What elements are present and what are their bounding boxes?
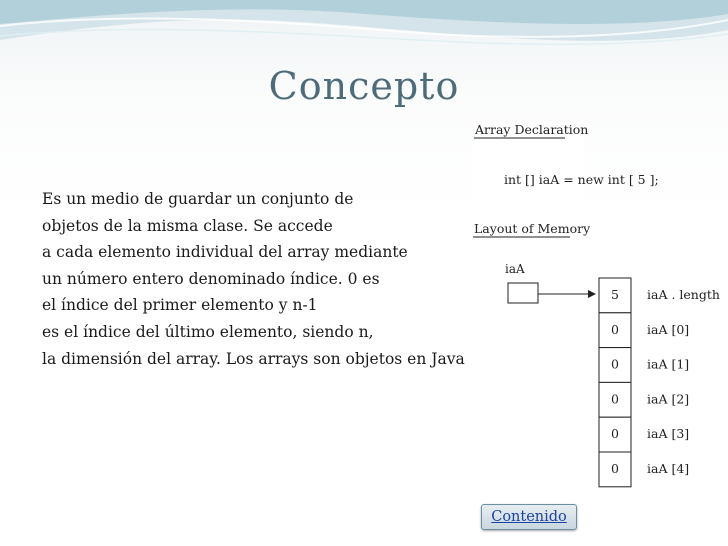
body-line: Es un medio de guardar un conjunto de	[42, 190, 354, 208]
array-cell-value: 0	[611, 461, 619, 476]
array-cell-value: 0	[611, 356, 619, 372]
array-memory-diagram	[472, 118, 722, 528]
array-cell-value: 0	[611, 391, 619, 407]
array-cell-label: iaA [0]	[647, 321, 690, 337]
array-cell-label: iaA [2]	[647, 391, 690, 407]
array-cell-value: 0	[611, 426, 619, 442]
declaration-code: int [] iaA = new int [ 5 ];	[504, 172, 659, 187]
body-line: objetos de la misma clase. Se accede	[42, 216, 333, 235]
array-cell-value: 5	[611, 287, 619, 302]
variable-box	[508, 283, 538, 303]
body-line: a cada elemento individual del array mediante	[42, 243, 408, 262]
array-cell-label: iaA [3]	[647, 426, 690, 442]
array-cells	[599, 278, 720, 487]
array-cell-label: iaA [4]	[647, 461, 690, 476]
array-cell-label: iaA . length	[647, 287, 720, 302]
variable-label: iaA	[505, 262, 525, 276]
body-line: un número entero denominado índice. 0 es	[42, 269, 380, 288]
array-cell-label: iaA [1]	[647, 356, 690, 372]
contenido-button[interactable]: Contenido	[481, 504, 577, 530]
body-line: el índice del primer elemento y n-1	[42, 296, 318, 315]
declaration-heading: Array Declaration	[475, 122, 589, 137]
body-line: es el índice del último elemento, siendo n,	[42, 322, 374, 341]
array-cell-value: 0	[611, 321, 619, 337]
body-line: la dimensión del array. Los arrays son objetos en Java	[42, 349, 465, 368]
slide-title: Concepto	[268, 64, 460, 108]
memory-heading: Layout of Memory	[474, 221, 591, 236]
